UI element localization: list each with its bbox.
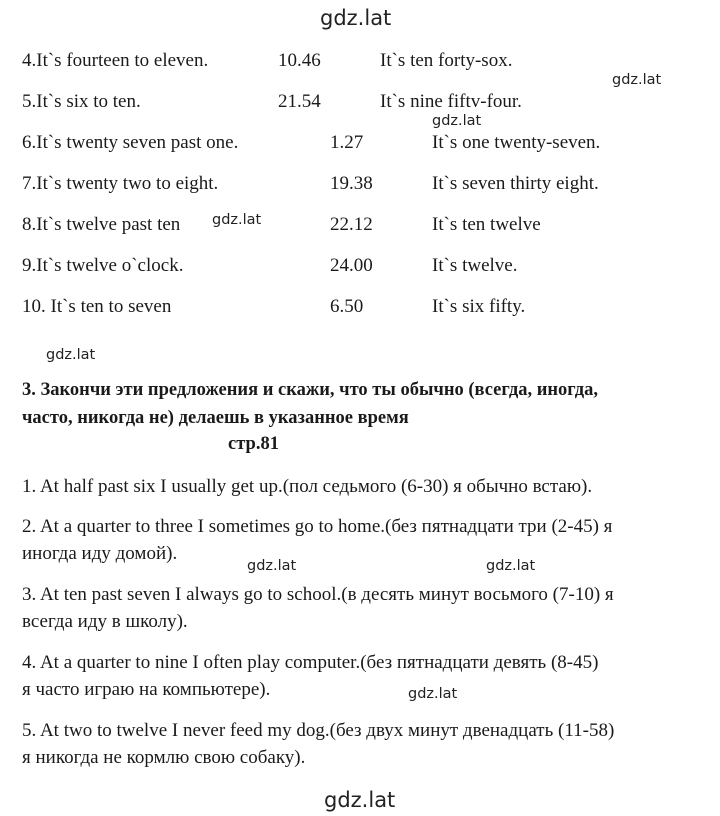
- time-row-time: 6.50: [330, 296, 364, 317]
- time-row-phrase: 5.It`s six to ten.: [22, 91, 141, 112]
- time-row-phrase: 4.It`s fourteen to eleven.: [22, 50, 209, 71]
- watermark: gdz.lat: [432, 113, 482, 129]
- section-heading: 3. Закончи эти предложения и скажи, что ты обычно (всегда, иногда,: [22, 380, 599, 400]
- time-row-time: 19.38: [330, 173, 373, 194]
- sentence-line: 1. At half past six I usually get up.(пол седьмого (6-30) я обычно встаю).: [22, 476, 593, 497]
- time-row-time: 22.12: [330, 214, 373, 235]
- time-row-time: 24.00: [330, 255, 373, 276]
- time-row-answer: It`s one twenty-seven.: [432, 132, 601, 153]
- sentence-line: 4. At a quarter to nine I often play computer.(без пятнадцати девять (8-45): [22, 652, 599, 673]
- sentence-line: я часто играю на компьютере).: [22, 679, 271, 700]
- time-row-time: 1.27: [330, 132, 364, 153]
- sentence-line: я никогда не кормлю свою собаку).: [22, 747, 306, 768]
- section-heading: часто, никогда не) делаешь в указанное время: [22, 408, 409, 428]
- time-row-phrase: 8.It`s twelve past ten: [22, 214, 181, 235]
- time-row-time: 21.54: [278, 91, 321, 112]
- time-row-answer: It`s nine fiftv-four.: [380, 91, 522, 112]
- sentence-line: всегда иду в школу).: [22, 611, 188, 632]
- time-row-answer: It`s ten twelve: [432, 214, 541, 235]
- time-row-answer: It`s seven thirty eight.: [432, 173, 599, 194]
- watermark-bottom: gdz.lat: [324, 788, 396, 812]
- watermark: gdz.lat: [46, 347, 96, 363]
- time-row-answer: It`s twelve.: [432, 255, 518, 276]
- watermark: gdz.lat: [247, 558, 297, 574]
- time-row-time: 10.46: [278, 50, 321, 71]
- time-row-phrase: 6.It`s twenty seven past one.: [22, 132, 239, 153]
- watermark: gdz.lat: [408, 686, 458, 702]
- time-row-phrase: 9.It`s twelve o`clock.: [22, 255, 184, 276]
- watermark: gdz.lat: [486, 558, 536, 574]
- sentence-line: 5. At two to twelve I never feed my dog.(без двух минут двенадцать (11-58): [22, 720, 615, 741]
- time-row-phrase: 10. It`s ten to seven: [22, 296, 172, 317]
- time-row-answer: It`s ten forty-sox.: [380, 50, 513, 71]
- watermark-top: gdz.lat: [320, 6, 392, 30]
- sentence-line: 2. At a quarter to three I sometimes go to home.(без пятнадцати три (2-45) я: [22, 516, 613, 537]
- watermark: gdz.lat: [212, 212, 262, 228]
- sentence-line: 3. At ten past seven I always go to school.(в десять минут восьмого (7-10) я: [22, 584, 614, 605]
- time-row-phrase: 7.It`s twenty two to eight.: [22, 173, 219, 194]
- page-reference: стр.81: [228, 434, 279, 454]
- time-row-answer: It`s six fifty.: [432, 296, 526, 317]
- sentence-line: иногда иду домой).: [22, 543, 178, 564]
- watermark: gdz.lat: [612, 72, 662, 88]
